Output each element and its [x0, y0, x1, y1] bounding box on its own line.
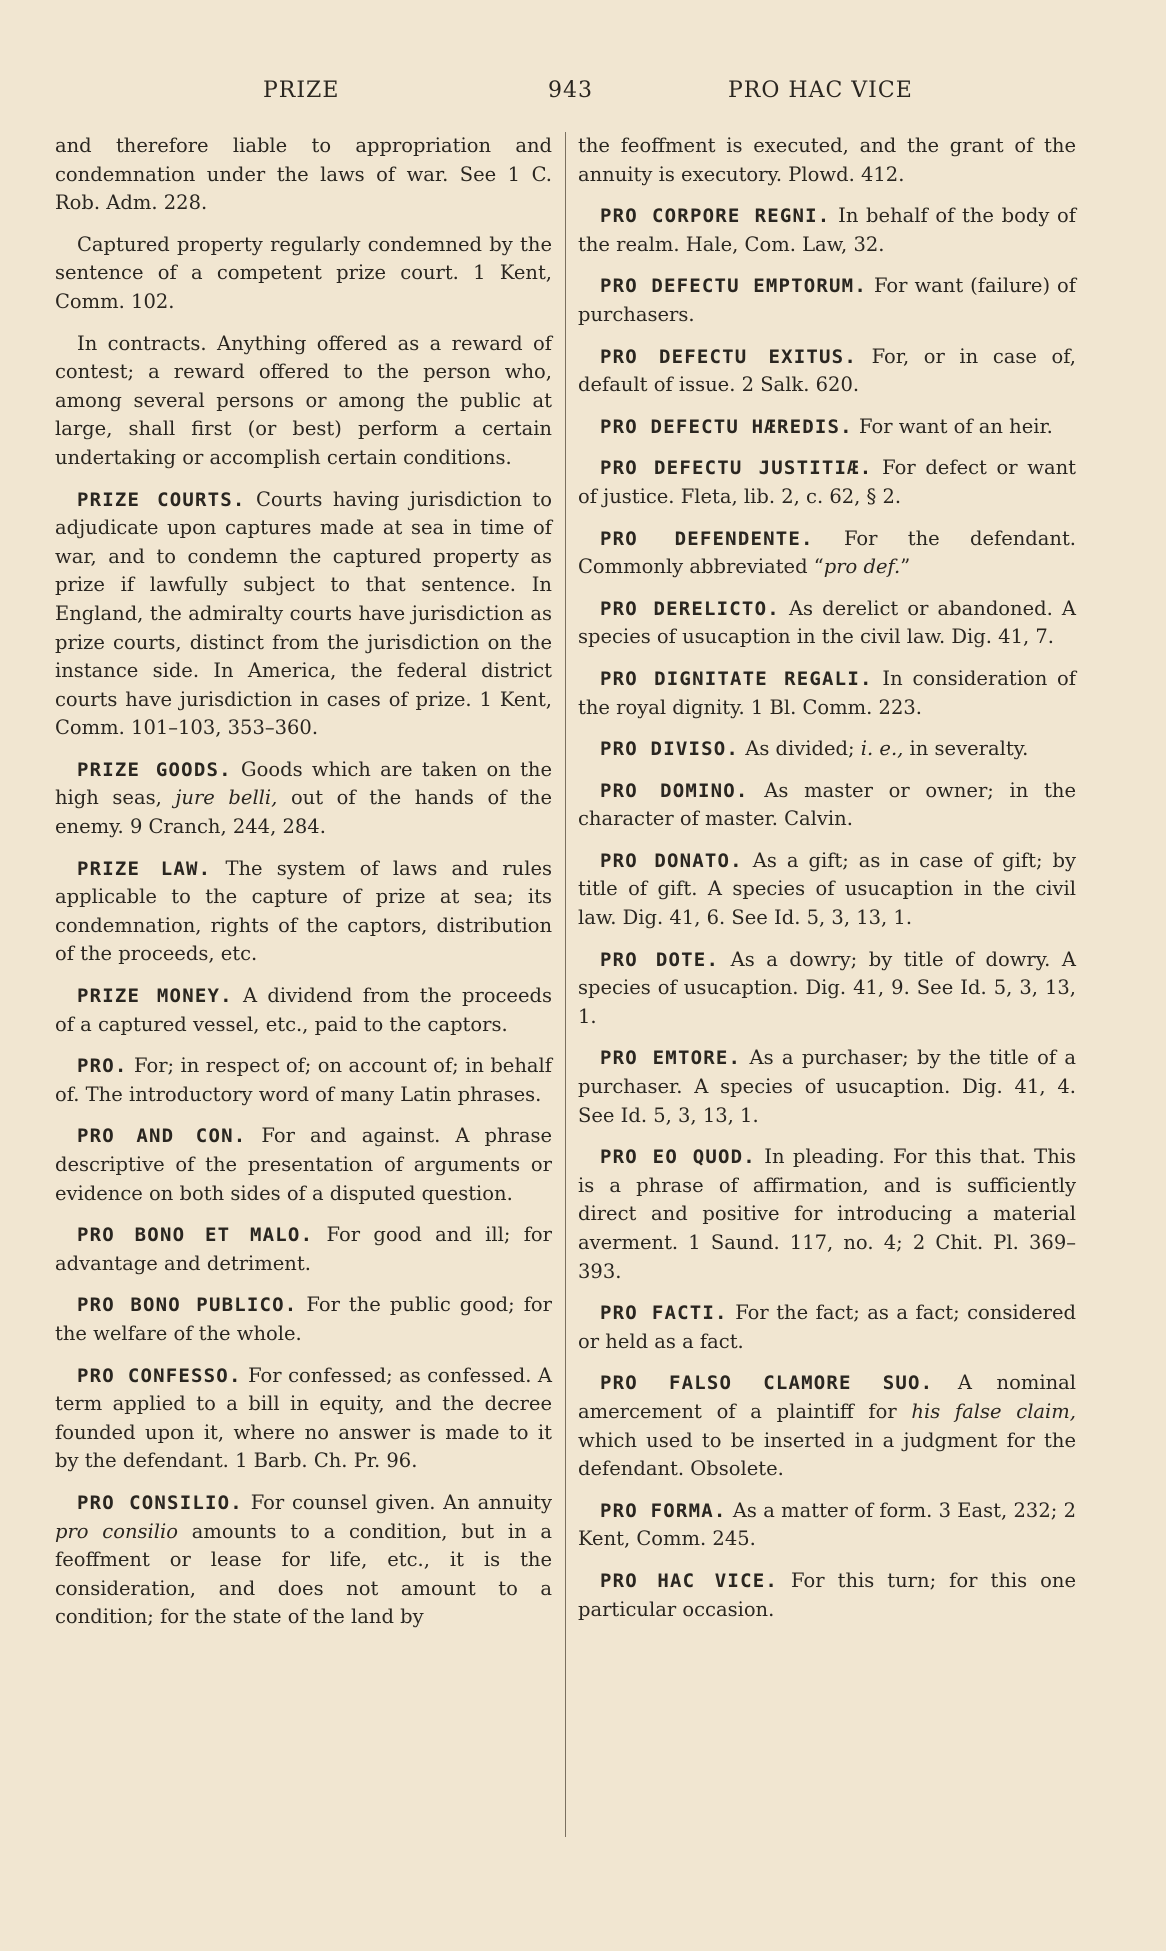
entry-headword: PRO BONO ET MALO. — [77, 1224, 314, 1247]
page-number: 943 — [548, 78, 593, 103]
entry-headword: PRO AND CON. — [77, 1125, 247, 1148]
entry-definition: As a dowry; by title of dowry. A species of usucaption. Dig. 41, 9. See Id. 5, 3, 13, 1. — [578, 947, 1076, 1028]
entry-definition: For the fact; as a fact; considered or held as a fact. — [578, 1301, 1077, 1353]
entry-definition: in severalty. — [903, 737, 1029, 761]
entry-headword: PRO BONO PUBLICO. — [77, 1294, 298, 1317]
dictionary-entry — [578, 595, 1076, 652]
dictionary-entry — [578, 525, 1076, 582]
entry-definition: Courts having jurisdiction to adjudicate upon captures made at sea in time of war, and to condemn the captured property as prize if lawfully subject to that sentence. In England, the admiralty courts have jurisdiction as prize courts, distinct from the jurisdiction on the instance side. In America, the federal district courts have jurisdiction in cases of prize. 1 Kent, Comm. 101–103, 353–360. — [55, 487, 552, 740]
entry-headword: PRO HAC VICE. — [600, 1569, 778, 1592]
dictionary-entry — [578, 454, 1076, 511]
dictionary-entry — [578, 1143, 1076, 1286]
entry-definition: For this turn; for this one particular occasion. — [578, 1568, 1077, 1621]
entry-definition: For want (failure) of purchasers. — [578, 274, 1077, 326]
entry-definition: As a matter of form. 3 East, 232; 2 Kent, Comm. 245. — [578, 1498, 1077, 1551]
entry-definition: For defect or want of justice. Fleta, lib. 2, c. 62, § 2. — [578, 456, 1077, 508]
entry-definition: As divided; — [745, 737, 861, 761]
dictionary-entry — [578, 1567, 1076, 1624]
dictionary-entry — [55, 231, 552, 317]
entry-headword: PRO DIVISO. — [600, 738, 740, 761]
dictionary-entry — [578, 847, 1076, 933]
entry-definition: For the defendant. Commonly abbreviated “ — [578, 526, 1076, 579]
entry-definition: As a purchaser; by the title of a purchaser. A species of usucaption. Dig. 41, 4. See Id. 5, 3, 13, 1. — [578, 1046, 1077, 1127]
dictionary-entry — [578, 343, 1076, 400]
dictionary-entry — [578, 735, 1076, 764]
dictionary-entry — [55, 1362, 552, 1476]
entry-headword: PRO DEFECTU HÆREDIS. — [600, 415, 853, 438]
dictionary-entry — [578, 777, 1076, 834]
entry-definition: the feoffment is executed, and the grant of the annuity is executory. Plowd. 412. — [578, 134, 1076, 186]
entry-definition: In contracts. Anything offered as a reward of contest; a reward offered to the person who, among several persons or among the public at large, shall first (or best) perform a certain undertaking or accomplish certain conditions. — [55, 331, 552, 469]
entry-italic-term: his false claim, — [911, 1399, 1076, 1423]
dictionary-entry — [55, 982, 552, 1039]
dictionary-entry — [55, 1052, 552, 1109]
entry-headword: PRO DERELICTO. — [600, 597, 780, 620]
dictionary-entry — [55, 330, 552, 473]
dictionary-entry — [578, 202, 1076, 259]
entry-headword: PRO EO QUOD. — [600, 1146, 756, 1169]
entry-headword: PRO DEFECTU EMPTORUM. — [600, 275, 867, 298]
entry-definition: Goods which are taken on the high seas, — [55, 757, 553, 810]
entry-headword: PRIZE LAW. — [77, 857, 212, 880]
entry-headword: PRO FALSO CLAMORE SUO. — [600, 1372, 934, 1395]
dictionary-entry — [578, 1369, 1076, 1483]
dictionary-entry — [55, 1221, 552, 1278]
entry-headword: PRO FORMA. — [600, 1499, 727, 1522]
dictionary-entry — [578, 413, 1076, 442]
entry-headword: PRO DONATO. — [600, 849, 743, 872]
dictionary-entry — [578, 1299, 1076, 1356]
dictionary-entry — [578, 1044, 1076, 1130]
entry-definition: For; in respect of; on account of; in behalf of. The introductory word of many Latin phrases. — [55, 1054, 552, 1106]
entry-definition: As master or owner; in the character of master. Calvin. — [578, 778, 1076, 831]
running-header — [0, 78, 1166, 108]
entry-definition: A nominal amercement of a plaintiff for — [578, 1371, 1077, 1423]
entry-definition: For confessed; as confessed. A term applied to a bill in equity, and the decree founded upon it, where no answer is made to it by the defendant. 1 Barb. Ch. Pr. 96. — [55, 1363, 553, 1473]
entry-definition: In consideration of the royal dignity. 1 Bl. Comm. 223. — [578, 666, 1077, 719]
entry-headword: PRO DEFENDENTE. — [600, 527, 814, 550]
entry-definition: A dividend from the proceeds of a captured vessel, etc., paid to the captors. — [55, 984, 552, 1036]
entry-definition: Captured property regularly condemned by the sentence of a competent prize court. 1 Kent, Comm. 102. — [55, 232, 552, 313]
entry-headword: PRO DOTE. — [600, 948, 720, 971]
dictionary-entry — [55, 486, 552, 743]
entry-definition: In pleading. For this that. This is a phrase of affirmation, and is sufficiently direct and positive for introducing a material averment. 1 Saund. 117, no. 4; 2 Chit. Pl. 369–393. — [578, 1145, 1076, 1283]
dictionary-entry — [578, 946, 1076, 1032]
entry-definition: As a gift; as in case of gift; by title of gift. A species of usucaption in the civil law. Dig. 41, 6. See Id. 5, 3, 13, 1. — [578, 848, 1077, 930]
entry-definition: For the public good; for the welfare of the whole. — [55, 1293, 552, 1345]
entry-definition: For counsel given. An annuity — [250, 1490, 553, 1514]
entry-headword: PRO DIGNITATE REGALI. — [600, 667, 873, 690]
dictionary-entry — [578, 272, 1076, 329]
entry-definition: out of the hands of the enemy. 9 Cranch, 244, 284. — [55, 786, 552, 839]
header-left-guide-word: PRIZE — [263, 78, 340, 103]
dictionary-entry — [55, 1489, 552, 1632]
dictionary-entry — [55, 1122, 552, 1208]
entry-italic-term: pro consilio — [55, 1519, 178, 1543]
dictionary-entry — [578, 1497, 1076, 1554]
entry-definition: For good and ill; for advantage and detriment. — [55, 1223, 552, 1275]
entry-headword: PRIZE GOODS. — [77, 758, 232, 781]
dictionary-entry — [55, 132, 552, 218]
dictionary-entry — [55, 855, 552, 969]
entry-definition: and therefore liable to appropriation and condemnation under the laws of war. See 1 C. Rob. Adm. 228. — [55, 134, 552, 215]
dictionary-entry — [578, 132, 1076, 189]
entry-definition: For want of an heir. — [858, 414, 1053, 438]
entry-definition: amounts to a condition, but in a feoffment or lease for life, etc., it is the consideration, and does not amount to a condition; for the state of the land by — [55, 1519, 552, 1629]
left-column — [55, 132, 552, 1645]
entry-italic-term: jure belli, — [175, 786, 278, 810]
entry-definition: ” — [900, 555, 911, 579]
entry-headword: PRO CORPORE REGNI. — [600, 205, 831, 228]
entry-headword: PRO CONFESSO. — [77, 1364, 242, 1387]
entry-headword: PRO DOMINO. — [600, 779, 749, 802]
dictionary-entry — [55, 756, 552, 842]
column-divider — [565, 132, 566, 1837]
entry-definition: In behalf of the body of the realm. Hale, Com. Law, 32. — [578, 204, 1076, 256]
entry-definition: The system of laws and rules applicable to the capture of prize at sea; its condemnation, rights of the captors, distribution of the proceeds, etc. — [55, 856, 552, 966]
entry-definition: For, or in case of, default of issue. 2 Salk. 620. — [578, 344, 1076, 397]
entry-headword: PRO CONSILIO. — [77, 1491, 243, 1514]
entry-headword: PRIZE COURTS. — [77, 488, 246, 511]
entry-headword: PRIZE MONEY. — [77, 985, 233, 1008]
entry-headword: PRO EMTORE. — [600, 1047, 742, 1070]
header-right-guide-word: PRO HAC VICE — [728, 78, 913, 103]
entry-headword: PRO DEFECTU EXITUS. — [600, 345, 857, 368]
entry-definition: which used to be inserted in a judgment for the defendant. Obsolete. — [578, 1428, 1076, 1481]
entry-definition: As derelict or abandoned. A species of usucaption in the civil law. Dig. 41, 7. — [578, 596, 1077, 649]
dictionary-entry — [55, 1291, 552, 1348]
entry-italic-term: pro def. — [823, 555, 901, 579]
entry-headword: PRO DEFECTU JUSTITIÆ. — [600, 457, 873, 480]
entry-headword: PRO. — [77, 1055, 128, 1078]
entry-definition: For and against. A phrase descriptive of the presentation of arguments or evidence on both sides of a disputed question. — [55, 1124, 552, 1205]
right-column — [578, 132, 1076, 1637]
dictionary-entry — [578, 665, 1076, 722]
entry-headword: PRO FACTI. — [600, 1302, 728, 1325]
entry-italic-term: i. e., — [860, 737, 904, 761]
